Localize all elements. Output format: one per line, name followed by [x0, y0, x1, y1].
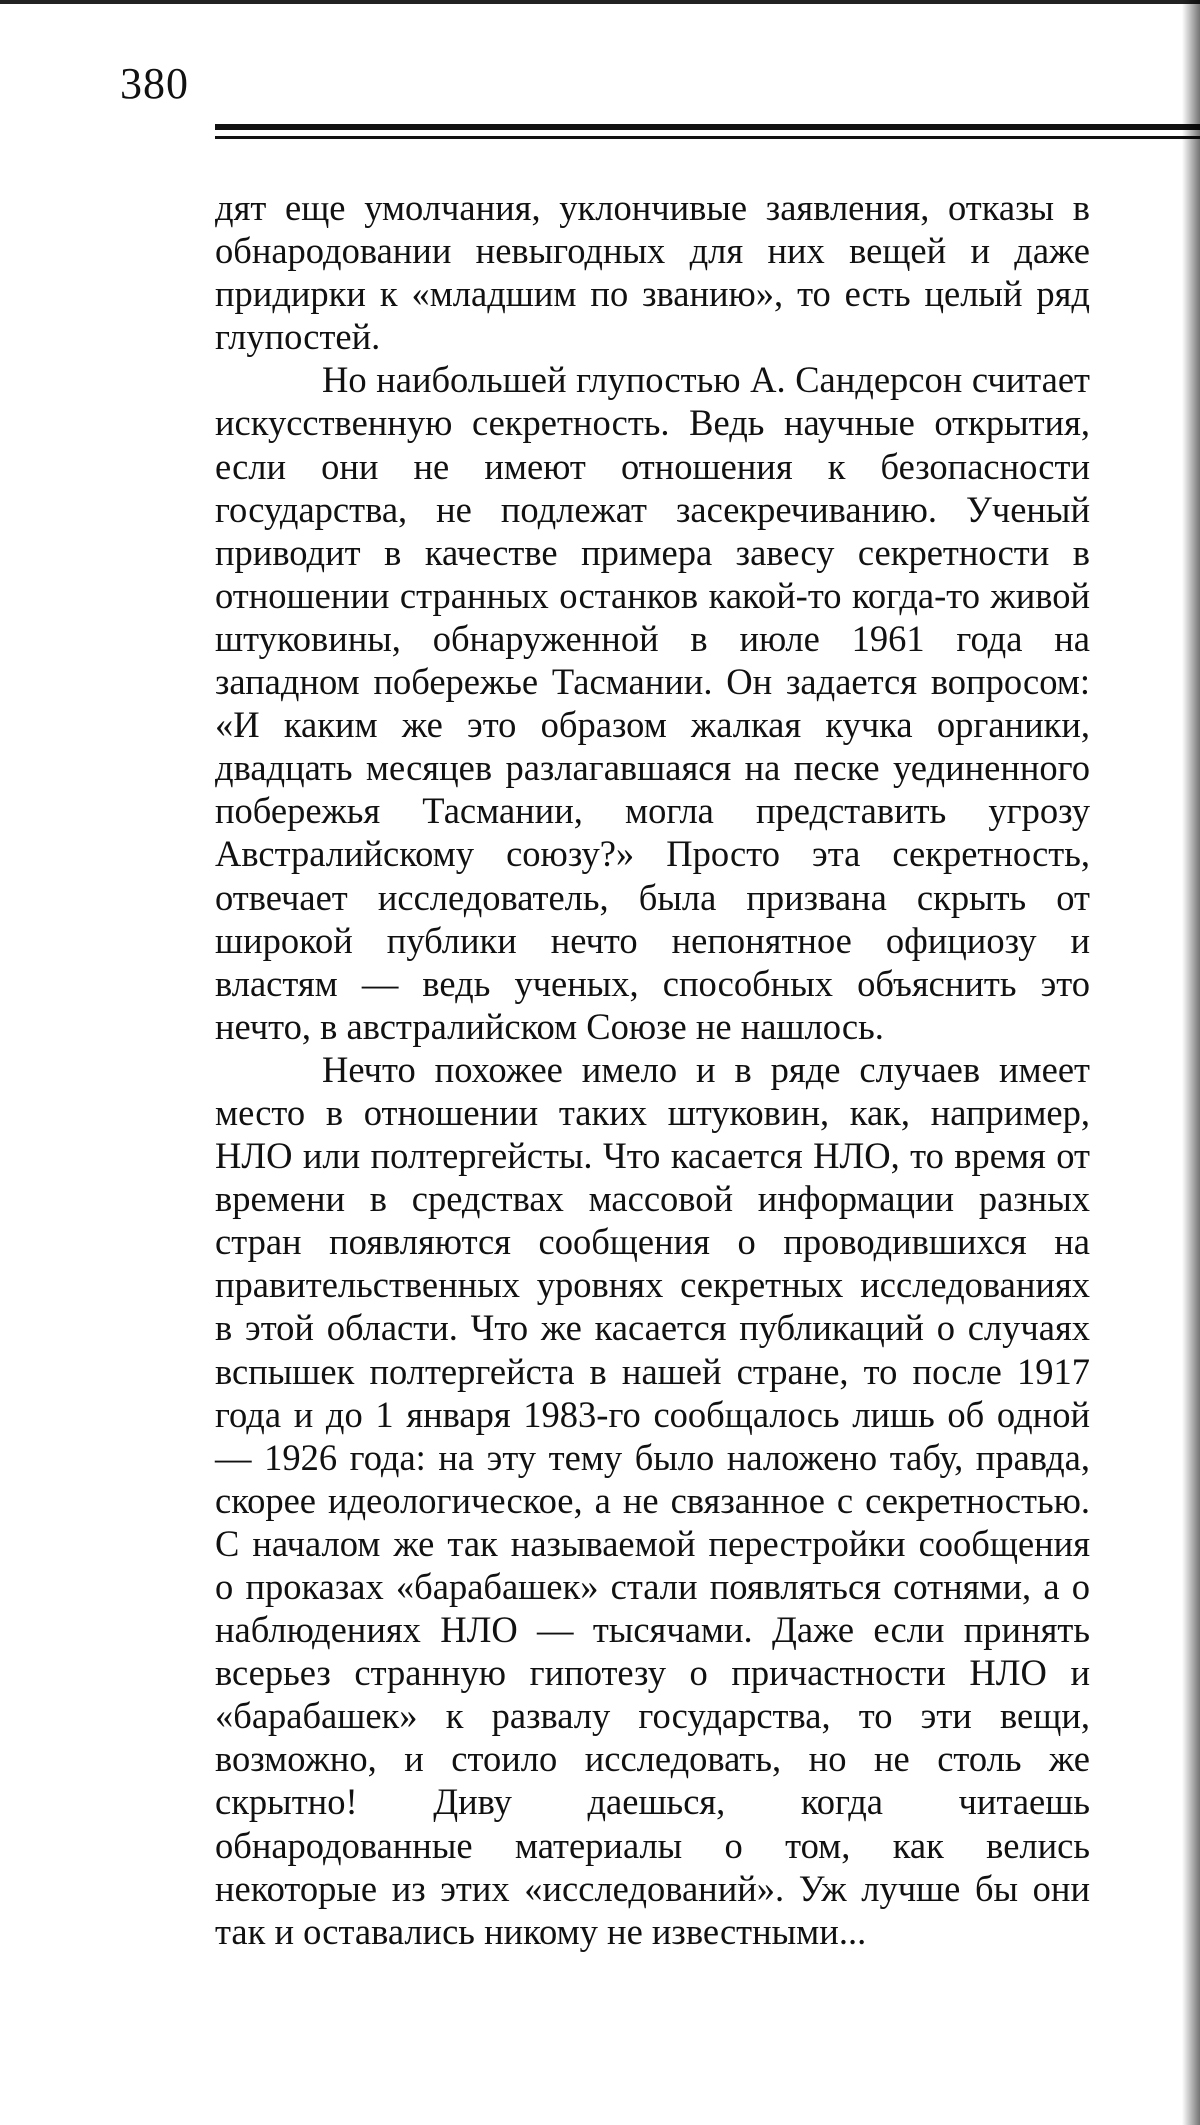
scan-edge-mark	[0, 0, 1200, 4]
paragraph-ufo-poltergeist: Нечто похожее имело и в ряде случаев имеет место в отношении таких штуковин, как, например, НЛО или полтергейсты. Что касается НЛО, то время от времени в средствах массовой информации разных стран появляются сообщения о проводившихся на правительственных уровнях секретных исследованиях в этой области. Что же касается публикаций о случаях вспышек полтергейста в нашей стране, то после 1917 года и до 1 января 1983-го сообщалось лишь об одной — 1926 года: на эту тему было наложено табу, правда, скорее идеологическое, а не связанное с секретностью. С началом же так называемой перестройки сообщения о проказах «барабашек» стали появляться сотнями, а о наблюдениях НЛО — тысячами. Даже если принять всерьез странную гипотезу о причастности НЛО и «барабашек» к развалу государства, то эти вещи, возможно, и стоило исследовать, но не столь же скрытно! Диву даешься, когда читаешь обнародованные материалы о том, как велись некоторые из этих «исследований». Уж лучше бы они так и оставались никому не известными...	[215, 1048, 1090, 1952]
page-edge-shadow	[1182, 0, 1200, 2125]
paragraph-sanderson: Но наибольшей глупостью А. Сандерсон считает искусственную секретность. Ведь научные открытия, если они не имеют отношения к безопасности государства, не подлежат засекречиванию. Ученый приводит в качестве примера завесу секретности в отношении странных останков какой-то когда-то живой штуковины, обнаруженной в июле 1961 года на западном побережье Тасмании. Он задается вопросом: «И каким же это образом жалкая кучка органики, двадцать месяцев разлагавшаяся на песке уединенного побережья Тасмании, могла представить угрозу Австралийскому союзу?» Просто эта секретность, отвечает исследователь, была призвана скрыть от широкой публики нечто непонятное официозу и властям — ведь ученых, способных объяснить это нечто, в австралийском Союзе не нашлось.	[215, 359, 1090, 1047]
body-text	[215, 186, 1090, 1953]
paragraph-continuation: дят еще умолчания, уклончивые заявления, отказы в обнародовании невыгодных для них вещей и даже придирки к «младшим по званию», то есть целый ряд глупостей.	[215, 187, 1090, 358]
page-number: 380	[120, 59, 189, 108]
header-rule-thick	[215, 124, 1200, 130]
header-rule-thin	[215, 136, 1200, 139]
